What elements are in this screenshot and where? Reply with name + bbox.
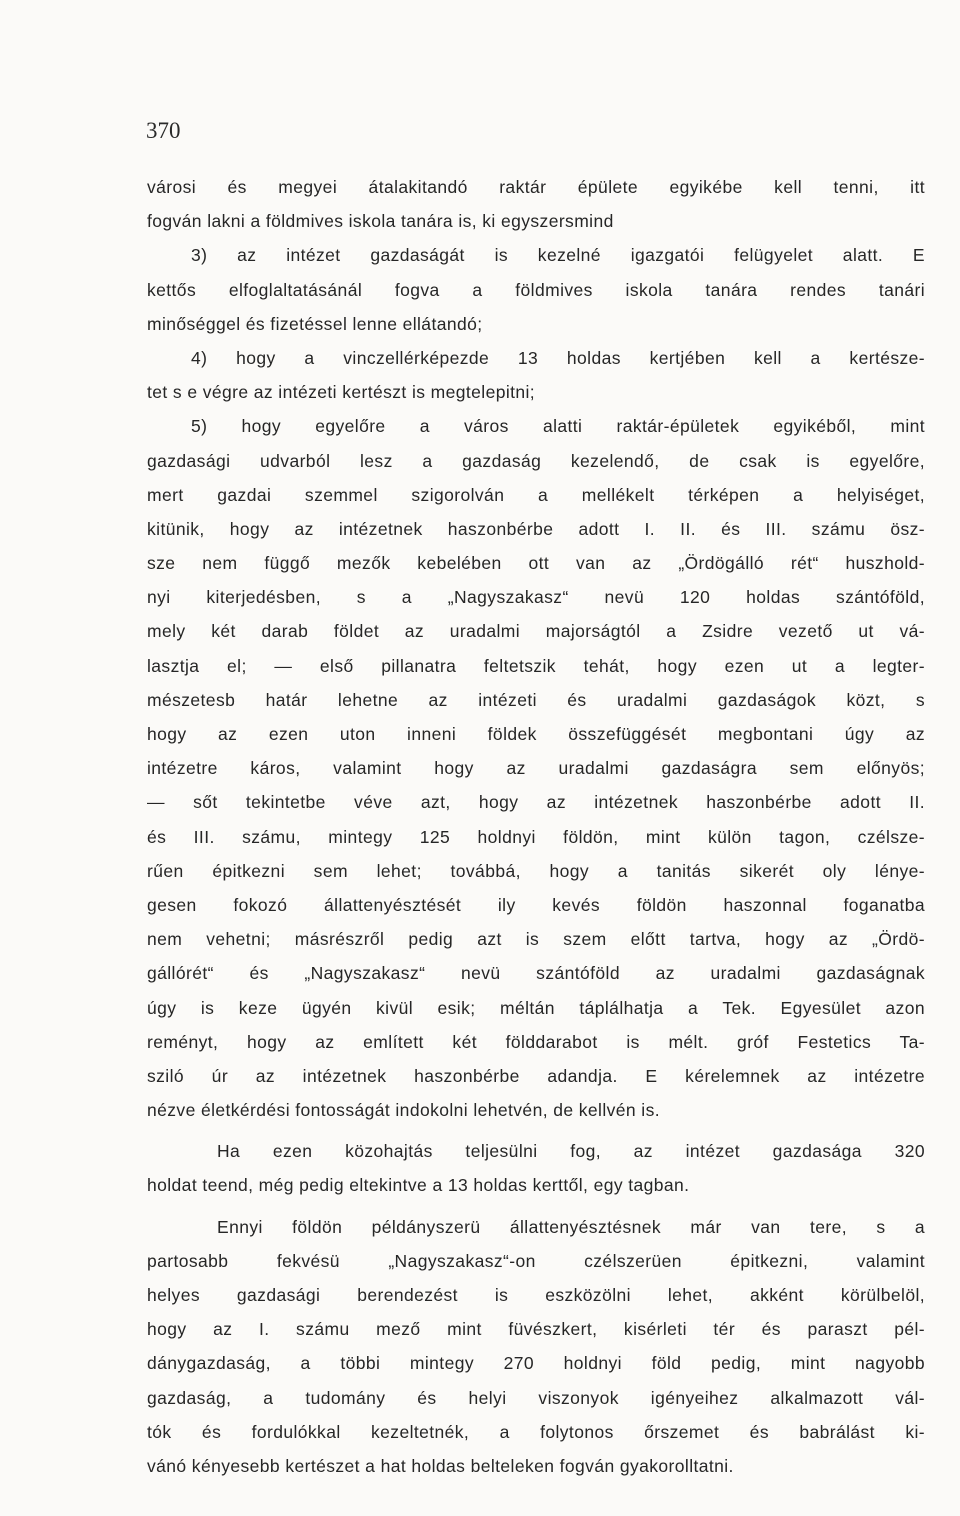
text-line: mert gazdai szemmel szigorolván a mellékelt térképen a helyiséget,: [147, 484, 925, 505]
text-line: 5) hogy egyelőre a város alatti raktár-épületek egyikéből, mint: [191, 416, 925, 437]
text-line: tet s e végre az intézeti kertészt is megtelepitni;: [147, 382, 536, 403]
text-line: gesen fokozó állattenyésztését ily kevés földön haszonnal foganatba: [147, 894, 925, 915]
text-line: tók és fordulókkal kezeltetnék, a folytonos őrszemet és babrálást ki-: [147, 1421, 925, 1442]
text-line: és III. számu, mintegy 125 holdnyi földön, mint külön tagon, czélsze-: [147, 826, 925, 847]
text-line: intézetre káros, valamint hogy az uradalmi gazdaságra sem előnyös;: [147, 758, 925, 779]
text-line: lasztja el; — első pillanatra feltetszik tehát, hogy ezen ut a legter-: [147, 655, 925, 676]
text-line: nézve életkérdési fontosságát indokolni lehetvén, de kellvén is.: [147, 1100, 660, 1121]
text-line: városi és megyei átalakitandó raktár épülete egyikébe kell tenni, itt: [147, 177, 925, 197]
text-line: gazdaság, a tudomány és helyi viszonyok igényeihez alkalmazott vál-: [147, 1387, 925, 1408]
text-line: fogván lakni a földmives iskola tanára is, ki egyszersmind: [147, 211, 614, 232]
text-line: rűen épitkezni sem lehet; továbbá, hogy a tanitás sikerét oly lénye-: [147, 860, 925, 881]
text-line: vánó kényesebb kertészet a hat holdas belteleken fogván gyakorolltatni.: [147, 1455, 734, 1476]
text-line: 3) az intézet gazdaságát is kezelné igazgatói felügyelet alatt. E: [191, 245, 925, 266]
text-line: partosabb fekvésü „Nagyszakasz“-on czélszerüen épitkezni, valamint: [147, 1250, 925, 1271]
text-line: 4) hogy a vinczellérképezde 13 holdas kertjében kell a kertésze-: [191, 347, 925, 368]
text-line: helyes gazdasági berendezést is eszközölni lehet, akként körülbelöl,: [147, 1285, 925, 1305]
text-line: Ennyi földön példányszerü állattenyésztésnek már van tere, s a: [217, 1216, 925, 1237]
text-line: Ha ezen közohajtás teljesülni fog, az intézet gazdasága 320: [217, 1141, 925, 1162]
text-line: kettős elfoglaltatásánál fogva a földmives iskola tanára rendes tanári: [147, 279, 925, 300]
text-line: sze nem függő mezők kebelében ott van az „Ördögálló rét“ huszhold-: [147, 553, 925, 574]
page-number: 370: [146, 118, 181, 143]
text-line: nem vehetni; másrészről pedig azt is szem előtt tartva, hogy az „Ördö-: [147, 929, 925, 950]
text-line: gazdasági udvarból lesz a gazdaság kezelendő, de csak is egyelőre,: [147, 450, 925, 471]
text-line: minőséggel és fizetéssel lenne ellátandó;: [147, 313, 483, 334]
text-line: úgy is keze ügyén kivül esik; méltán táplálhatja a Tek. Egyesület azon: [147, 997, 925, 1018]
text-line: sziló úr az intézetnek haszonbérbe adandja. E kérelemnek az intézetre: [147, 1065, 925, 1086]
text-line: kitünik, hogy az intézetnek haszonbérbe adott I. II. és III. számu ösz-: [147, 518, 925, 539]
text-line: mészetesb határ lehetne az intézeti és uradalmi gazdaságok közt, s: [147, 689, 925, 710]
text-line: hogy az I. számu mező mint füvészkert, kisérleti tér és paraszt pél-: [147, 1319, 925, 1340]
text-line: nyi kiterjedésben, s a „Nagyszakasz“ nevü 120 holdas szántóföld,: [147, 587, 925, 608]
text-line: holdat teend, még pedig eltekintve a 13 holdas kerttől, egy tagban.: [147, 1175, 690, 1196]
text-line: reményt, hogy az említett két földdarabot is mélt. gróf Festetics Ta-: [147, 1031, 925, 1052]
text-line: hogy az ezen uton inneni földek összefüggését megbontani úgy az: [147, 724, 925, 744]
text-line: mely két darab földet az uradalmi majorságtól a Zsidre vezető ut vá-: [147, 621, 925, 642]
body-text: [147, 170, 925, 1483]
text-line: — sőt tekintetbe véve azt, hogy az intézetnek haszonbérbe adott II.: [147, 792, 925, 813]
text-line: dánygazdaság, a többi mintegy 270 holdnyi föld pedig, mint nagyobb: [147, 1353, 925, 1374]
text-line: gállórét“ és „Nagyszakasz“ nevü szántóföld az uradalmi gazdaságnak: [147, 963, 925, 984]
